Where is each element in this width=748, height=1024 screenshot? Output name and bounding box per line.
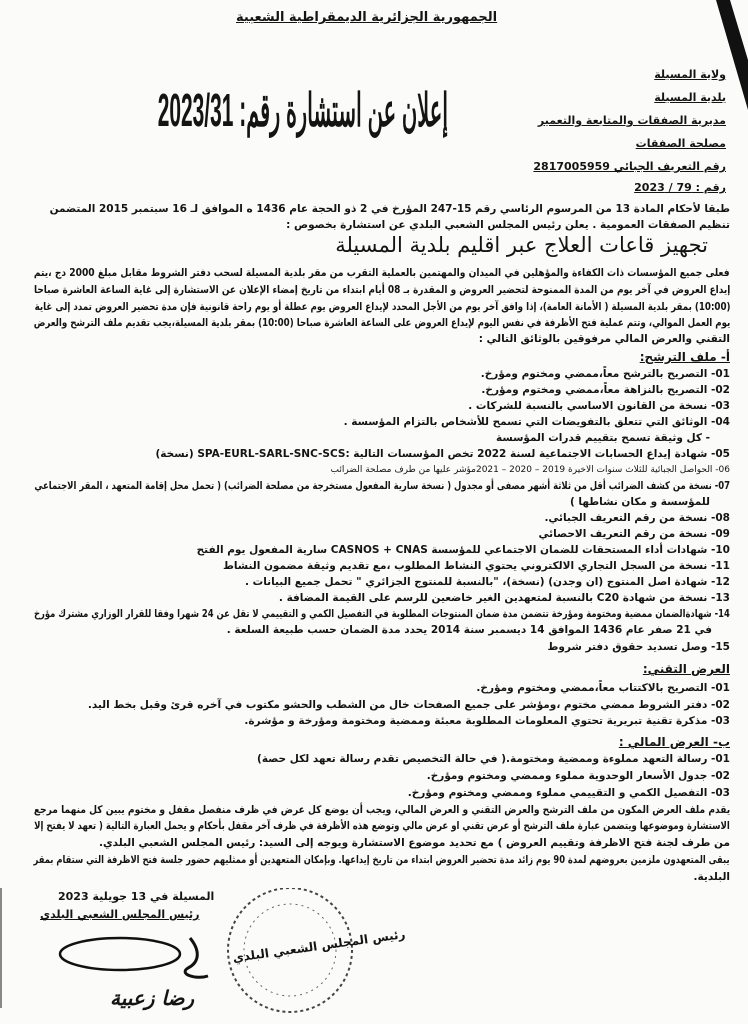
candidacy-item: في 21 صفر عام 1436 الموافق 14 ديسمبر سنة 2014 يحدد مدة الضمان حسب طبيعة السلعة . [226, 624, 712, 636]
financial-item: 02- جدول الأسعار الوحدوية مملوء وممضي ومختوم ومؤرخ. [426, 770, 730, 782]
handwritten-signature-name: رضا زعبية [110, 986, 195, 1010]
technical-item: 03- مذكرة تقنية تبريرية تحتوي المعلومات المطلوبة معبئة وممضية ومختومة ومؤرخة و مؤشرة. [244, 715, 730, 727]
candidacy-item: 10- شهادات أداء المستحقات للضمان الاجتماعي للمؤسسة CASNOS + CNAS سارية المفعول يوم الفتح [196, 544, 730, 556]
body-line: التقني والعرض المالي مرفوقين بالوثائق التالي : [478, 333, 730, 345]
financial-heading: ب- العرض المالي : [618, 735, 730, 749]
republic-header: الجمهورية الجزائرية الديمقراطية الشعبية [236, 10, 498, 25]
candidacy-item: 01- التصريح بالترشح معاً،ممضي ومختوم ومؤرخ. [480, 368, 730, 380]
consultation-subject: تجهيز قاعات العلاج عبر اقليم بلدية المسيلة [335, 233, 708, 257]
body-line: يوم العمل الموالي، وتتم عملية فتح الأظرفة في نفس اليوم لإيداع العروض على الساعة العاشرة صباحا (10:00) بمقر بلدية المسيلة،يجب تقديم ملف الترشح والعرض [33, 317, 730, 329]
stamp-text: رئيس المجلس الشعبي البلدي [231, 926, 407, 966]
sender-commune: بلدية المسيلة [654, 91, 726, 104]
closing-line: يقدم ملف العرض المكون من ملف الترشح والعرض التقني و العرض المالي، ويجب أن يوضع كل عرض في ظرف منفصل مقفل و مختوم يبين كل منهما مرجع [33, 804, 730, 816]
financial-item: 03- التفصيل الكمي و التقييمي مملوء وممضي ومختوم ومؤرخ. [407, 787, 730, 799]
intro-line: تنظيم الصفقات العمومية . يعلن رئيس المجلس الشعبي البلدي عن استشارة بخصوص : [286, 219, 730, 231]
intro-line: طبقا لأحكام المادة 13 من المرسوم الرئاسي رقم 15-247 المؤرخ في 2 ذو الحجة عام 1436 ه الموافق لـ 16 سبتمبر 2015 المتضمن [49, 203, 730, 215]
reference-number: رقم : 79 / 2023 [634, 181, 726, 194]
candidacy-item: - كل وثيقة تسمح بتقييم قدرات المؤسسة [496, 432, 710, 444]
closing-line: من طرف لجنة فتح الاظرفة وتقييم العروض ) مع تحديد موضوع الاستشارة ويوجه إلى السيد: رئيس المجلس الشعبي البلدي. [99, 837, 730, 849]
sender-wilaya: ولاية المسيلة [654, 68, 726, 81]
candidacy-item: 09- نسخة من رقم التعريف الاحصائي [538, 528, 730, 540]
candidacy-item: 04- الوثائق التي تتعلق بالتفويضات التي تسمح للأشخاص بالتزام المؤسسة . [343, 416, 730, 428]
technical-item: 02- دفتر الشروط ممضي مختوم ،ومؤشر على جميع الصفحات خال من الشطب والحشو مكتوب في آخره قرئ وقبل بخط اليد. [87, 699, 730, 711]
place-date: المسيلة في 13 جويلية 2023 [58, 890, 215, 903]
body-line: فعلى جميع المؤسسات ذات الكفاءة والمؤهلين في الميدان والمهتمين بالعملية التقرب من مقر بلدية المسيلة لسحب دفتر الشروط مقابل مبلغ 2000 دج ،يتم [34, 267, 731, 279]
candidacy-item: 08- نسخة من رقم التعريف الجبائي. [544, 512, 730, 524]
sender-directorate: مديرية الصفقات والمتابعة والتعمير [537, 114, 726, 127]
tax-id: رقم التعريف الجبائي 2817005959 [533, 160, 726, 173]
candidacy-item: 14- شهادةالضمان ممضية ومختومة ومؤرخة تتضمن مدة ضمان المنتوجات المطلوبة في التفصيل الكمي و التقييمي لا تقل عن 24 شهرا وفقا للقرار الوزاري مشترك مؤرخ [34, 608, 730, 620]
announcement-title: إعلان عن استشارة رقم: 2023/31 [157, 84, 448, 136]
closing-line: يبقى المتعهدون ملزمين بعروضهم لمدة 90 يوم زائد مدة تحضير العروض ابتداء من تاريخ إيداعها. وبإمكان المتعهدين أو ممثليهم حضور جلسة فتح الاظرفة التي ستقام بمقر [33, 854, 730, 866]
closing-line: الاستشارة وموضوعها ويتضمن عبارة ملف الترشح أو عرض تقني او عرض مالي وتوضع هذه الأظرفة في ظرف آخر مقفل بأحكام و يحمل العبارة التالية ( تعهد لا يفتح إلا [34, 820, 730, 832]
scan-edge-mark [708, 0, 748, 130]
candidacy-item: 11- نسخة من السجل التجاري الالكتروني يحتوي النشاط المطلوب ،مع تقديم وثيقة مضمون النشاط [222, 560, 730, 572]
candidacy-item: 05- شهادة إيداع الحسابات الاجتماعية لسنة 2022 تخص المؤسسات التالية :SPA-EURL-SARL-SNC-SCS (نسخة) [155, 448, 730, 460]
body-line: إيداع العروض في آخر يوم من المدة الممنوحة لتحضير العروض و المقدرة بـ 08 أيام ابتداء من تاريخ إمضاء الإعلان عن الاستشارة إلى غاية الساعة العاشرة صباحا [33, 284, 730, 296]
signatory-title: رئيس المجلس الشعبي البلدي [40, 908, 200, 921]
closing-line: البلدية. [693, 871, 730, 883]
financial-item: 01- رسالة التعهد مملوءة وممضية ومختومة.( في حالة التخصيص تقدم رسالة تعهد لكل حصة) [257, 753, 730, 765]
sender-service: مصلحة الصفقات [635, 137, 726, 150]
candidacy-heading: أ- ملف الترشح: [639, 350, 730, 364]
technical-item: 01- التصريح بالاكتتاب معاً،ممضي ومختوم ومؤرخ. [476, 682, 730, 694]
candidacy-item: 06- الحواصل الجبائية للثلاث سنوات الاخيرة 2019 – 2020 – 2021مؤشر عليها من طرف مصلحة الضرائب [330, 465, 730, 475]
body-line: (10:00) بمقر بلدية المسيلة ( الأمانة العامة)، إذا وافق آخر يوم من الأجل المحدد لإيداع العروض يوم عطلة أو يوم راحة قانونية فإن مدة تحضير العروض تمدد إلى غاية [34, 301, 730, 313]
signature-block [0, 888, 407, 1024]
technical-heading: العرض التقني: [642, 662, 730, 676]
candidacy-item: 12- شهادة اصل المنتوج (ان وجدن) (نسخة)، "بالنسبة للمنتوج الجزائري " تحمل جميع البيانات . [245, 576, 730, 588]
candidacy-item: للمؤسسة و مكان نشاطها ) [569, 496, 710, 508]
candidacy-item: 13- نسخة من شهادة C20 بالنسبة لمتعهدين الغير خاضعين للرسم على القيمة المضافة . [278, 592, 730, 604]
candidacy-item: 15- وصل تسديد حقوق دفتر شروط [547, 641, 730, 653]
candidacy-item: 07- نسخة من كشف الضرائب أقل من ثلاثة أشهر مصفى أو مجدول ( نسخة سارية المفعول مستخرجة من مصلحة الضرائب) ( تحمل محل إقامة المتعهد ، المقر الاجتماعي [34, 480, 730, 492]
candidacy-item: 03- نسخة من القانون الاساسي بالنسبة للشركات . [468, 400, 730, 412]
candidacy-item: 02- التصريح بالنزاهة معاً،ممضي ومختوم ومؤرخ. [481, 384, 730, 396]
